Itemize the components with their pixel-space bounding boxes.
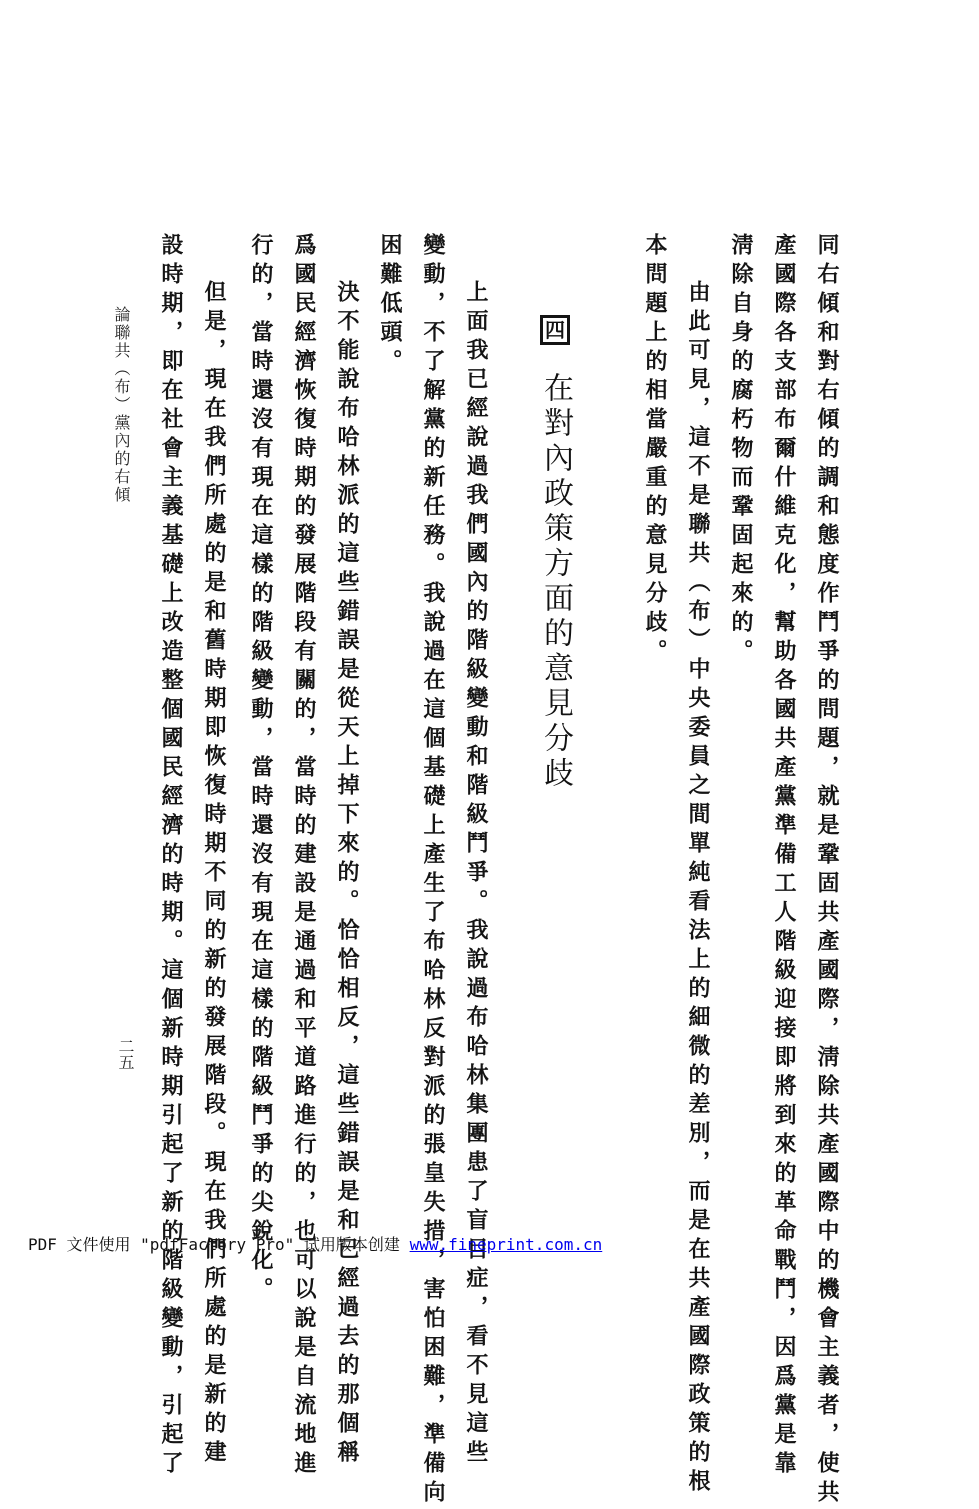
text-column-6: 上面我已經說過我們國內的階級變動和階級鬥爭。我說過布哈林集團患了盲目症，看不見這些 [463,280,489,1469]
section-number: 四 [540,315,570,345]
text-column-10: 爲國民經濟恢復時期的發展階段有關的，當時的建設是通過和平道路進行的，也可以說是自流地進 [291,233,317,1480]
text-column-9: 決不能說布哈林派的這些錯誤是從天上掉下來的。恰恰相反，這些錯誤是和已經過去的那個稱 [334,280,360,1469]
text-column-5: 本問題上的相當嚴重的意見分歧。 [642,233,668,668]
text-column-8: 困難低頭。 [377,233,403,378]
pdf-footer [28,1232,602,1255]
text-column-4: 由此可見，這不是聯共（布）中央委員之間單純看法上的細微的差別，而是在共產國際政策的根 [685,280,711,1498]
text-column-12: 但是，現在我們所處的是和舊時期即恢復時期不同的新的發展階段。現在我們所處的是新的建 [201,280,227,1469]
footer-text: PDF 文件使用 "pdfFactory Pro" 试用版本创建 [28,1235,400,1254]
text-column-1: 同右傾和對右傾的調和態度作鬥爭的問題，就是鞏固共產國際，淸除共產國際中的機會主義者，使共 [814,233,840,1509]
page-number: 二五 [116,1038,135,1070]
text-column-2: 產國際各支部布爾什維克化，幫助各國共產黨準備工人階級迎接即將到來的革命戰鬥，因爲黨是靠 [771,233,797,1480]
running-head: 論聯共（布）黨內的右傾 [112,306,131,504]
footer-link[interactable]: www.fineprint.com.cn [409,1235,603,1254]
section-title: 在對內政策方面的意見分歧 [538,372,573,792]
text-column-11: 行的，當時還沒有現在這樣的階級變動，當時還沒有現在這樣的階級鬥爭的尖銳化。 [248,233,274,1306]
text-column-7: 變動，不了解黨的新任務。我說過在這個基礎上產生了布哈林反對派的張皇失措，害怕困難，準備向 [420,233,446,1509]
text-column-13: 設時期，即在社會主義基礎上改造整個國民經濟的時期。這個新時期引起了新的階級變動，引起了 [158,233,184,1480]
text-column-3: 淸除自身的腐朽物而鞏固起來的。 [728,233,754,668]
